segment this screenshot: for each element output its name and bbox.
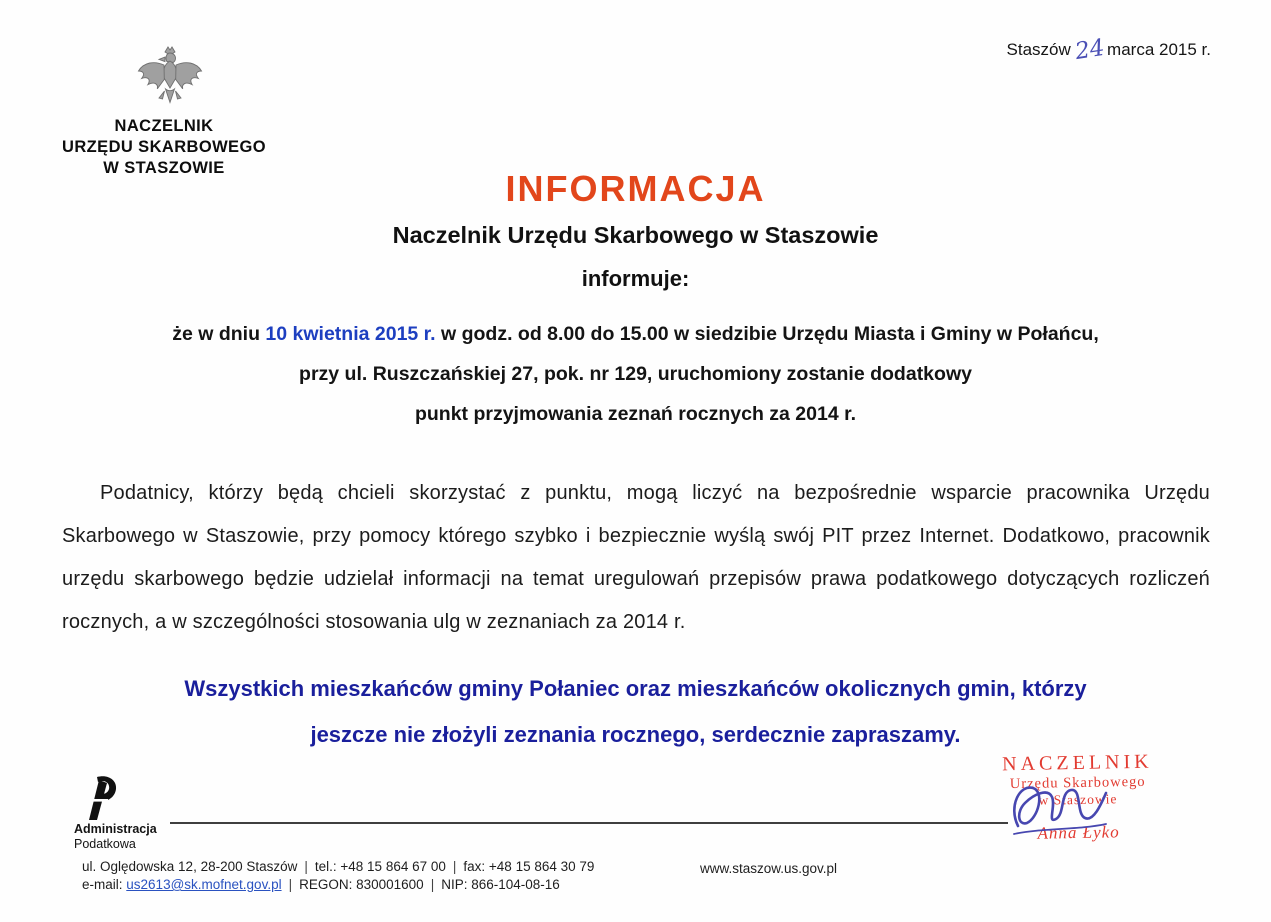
document-subtitle: Naczelnik Urzędu Skarbowego w Staszowie (392, 222, 879, 248)
footer-email-label: e-mail: (82, 877, 123, 892)
intro-line-1 (0, 314, 1271, 354)
tax-administration-label-line1: Administracja (74, 822, 157, 836)
letterhead-line1: NACZELNIK (114, 117, 214, 135)
place-name: Staszów (1006, 40, 1071, 59)
tax-administration-logo (82, 774, 122, 827)
stamp-signer-name: Anna Łyko (1037, 822, 1120, 843)
intro-line-2: przy ul. Ruszczańskiej 27, pok. nr 129, uruchomiony zostanie dodatkowy (299, 363, 972, 385)
tax-administration-label-line2: Podatkowa (74, 837, 136, 851)
intro-paragraph (0, 314, 1271, 434)
eagle-icon (136, 44, 204, 116)
invitation-line-2: jeszcze nie złożyli zeznania rocznego, serdecznie zapraszamy. (310, 722, 961, 747)
footer-contact-block (82, 858, 594, 894)
official-stamp (971, 750, 1185, 845)
footer-separator: | (304, 859, 308, 874)
intro-line1-post: w godz. od 8.00 do 15.00 w siedzibie Urzędu Miasta i Gminy w Połańcu, (435, 323, 1099, 345)
intro-line-3: punkt przyjmowania zeznań rocznych za 2014 r. (414, 403, 857, 425)
stamp-city-line: w Staszowie (1038, 791, 1118, 808)
footer-separator: | (452, 859, 457, 874)
footer-fax: fax: +48 15 864 30 79 (463, 859, 595, 874)
letterhead-line3: W STASZOWIE (103, 159, 225, 177)
footer-line-2 (82, 876, 594, 894)
document-lead: informuje: (581, 266, 690, 291)
tax-administration-logo-icon (82, 774, 122, 822)
body-paragraph: Podatnicy, którzy będą chcieli skorzystać z punktu, mogą liczyć na bezpośrednie wsparcie pracownika Urzędu Skarbowego w Staszowie, przy pomocy którego szybko i bezpiecznie wyślą swój PIT przez Internet. Dodatkowo, pracownik urzędu skarbowego będzie udzielał informacji na temat uregulowań przepisów prawa podatkowego dotyczących rozliczeń rocznych, a w szczególności stosowania ulg w zeznaniach za 2014 r. (62, 482, 1210, 633)
footer-separator: | (288, 877, 293, 892)
footer-address: ul. Oględowska 12, 28-200 Staszów (82, 859, 298, 874)
date-rest: marca 2015 r. (1107, 40, 1211, 59)
footer-separator: | (430, 877, 435, 892)
footer-divider (170, 822, 1008, 824)
footer-nip: NIP: 866-104-08-16 (441, 877, 560, 892)
polish-eagle-emblem (136, 44, 204, 121)
stamp-office-line: Urzędu Skarbowego (1009, 773, 1146, 793)
place-date-line (1006, 34, 1211, 66)
letterhead-line2: URZĘDU SKARBOWEGO (62, 138, 266, 156)
intro-date-highlight: 10 kwietnia 2015 r. (265, 323, 436, 345)
intro-line1-pre: że w dniu (172, 323, 266, 345)
footer-website: www.staszow.us.gov.pl (700, 861, 838, 876)
footer-line-1 (82, 858, 594, 876)
footer-regon: REGON: 830001600 (299, 877, 424, 892)
document-title: INFORMACJA (505, 168, 766, 209)
handwritten-day: 24 (1073, 34, 1107, 66)
invitation-line-1: Wszystkich mieszkańców gminy Połaniec oraz mieszkańców okolicznych gmin, którzy (184, 676, 1087, 701)
footer-tel: tel.: +48 15 864 67 00 (314, 859, 446, 874)
footer-email-link[interactable]: us2613@sk.mofnet.gov.pl (126, 877, 282, 892)
stamp-title: NACZELNIK (1001, 750, 1153, 776)
invitation-paragraph (0, 666, 1271, 758)
tax-administration-label (74, 822, 157, 852)
